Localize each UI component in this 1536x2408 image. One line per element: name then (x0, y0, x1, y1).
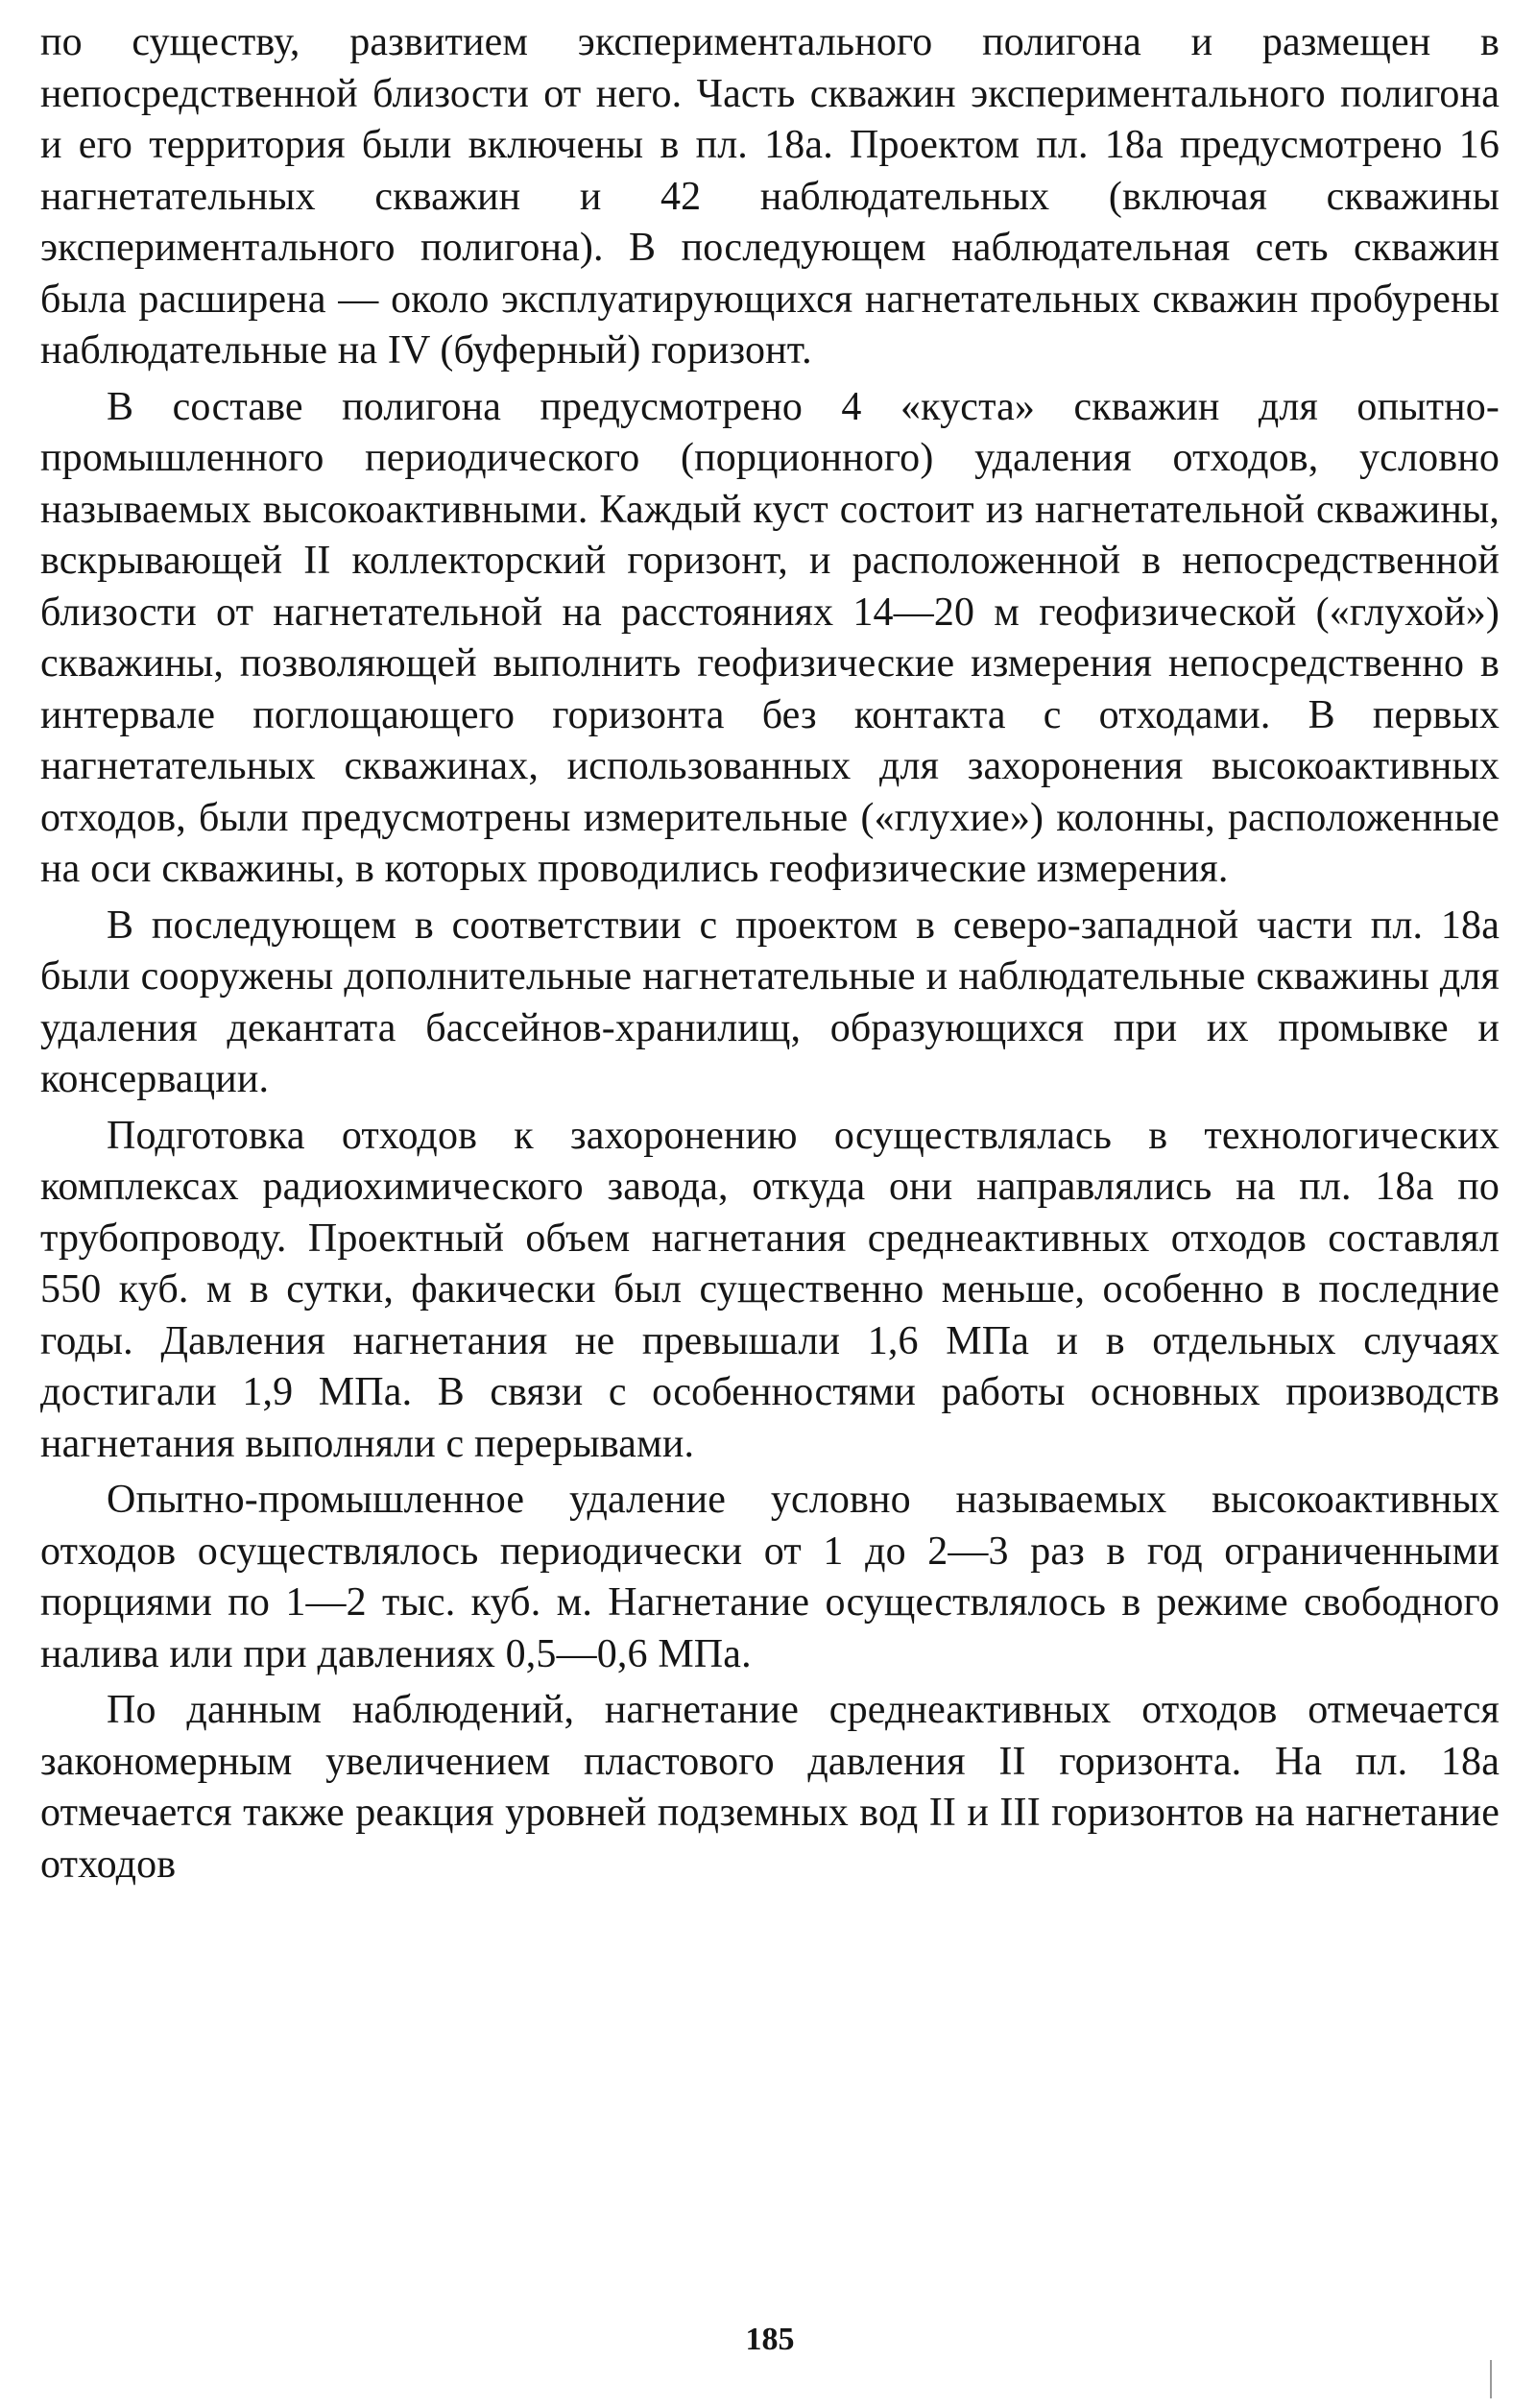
page-number: 185 (745, 2322, 795, 2357)
paragraph-observations: По данным наблюдений, нагнетание среднеактивных отходов отмечается закономерным увеличением пластового давления II горизонта. На пл. 18а отмечается также реакция уровней подземных вод II и III горизонтов на нагнетание отходов (40, 1688, 1500, 1887)
paragraph-continuation: по существу, развитием экспериментального полигона и размещен в непосредственной близости от него. Часть скважин экспериментального полигона и его территория были включены в пл. 18а. Проектом пл. 18а предусмотрено 16 нагнетательных скважин и 42 наблюдательных (включая скважины экспериментального полигона). В последующем наблюдательная сеть скважин была расширена — около эксплуатирующихся нагнетательных скважин пробурены наблюдательные на IV (буферный) горизонт. (40, 20, 1500, 373)
paragraph-high-activity-disposal: Опытно-промышленное удаление условно называемых высокоактивных отходов осуществлялось периодически от 1 до 2—3 раз в год ограниченными порциями по 1—2 тыс. куб. м. Нагнетание осуществлялось в режиме свободного налива или при давлениях 0,5—0,6 МПа. (40, 1478, 1500, 1676)
paragraph-waste-preparation: Подготовка отходов к захоронению осуществлялась в технологических комплексах радиохимического завода, откуда они направлялись на пл. 18а по трубопроводу. Проектный объем нагнетания среднеактивных отходов составлял 550 куб. м в сутки, факически был существенно меньше, особенно в последние годы. Давления нагнетания не превышали 1,6 МПа и в отдельных случаях достигали 1,9 МПа. В связи с особенностями работы основных производств нагнетания выполняли с перерывами. (40, 1113, 1500, 1466)
document-page (40, 17, 1500, 2389)
body-text (40, 17, 1500, 1890)
margin-mark (1490, 2360, 1492, 2398)
paragraph-well-clusters: В составе полигона предусмотрено 4 «куста» скважин для опытно-промышленного периодического (порционного) удаления отходов, условно называемых высокоактивными. Каждый куст состоит из нагнетательной скважины, вскрывающей II коллекторский горизонт, и расположенной в непосредственной близости от нагнетательной на расстояниях 14—20 м геофизической («глухой») скважины, позволяющей выполнить геофизические измерения непосредственно в интервале поглощающего горизонта без контакта с отходами. В первых нагнетательных скважинах, использованных для захоронения высокоактивных отходов, были предусмотрены измерительные («глухие») колонны, расположенные на оси скважины, в которых проводились геофизические измерения. (40, 384, 1500, 891)
paragraph-additional-wells: В последующем в соответствии с проектом в северо-западной части пл. 18а были сооружены дополнительные нагнетательные и наблюдательные скважины для удаления декантата бассейнов-хранилищ, образующихся при их промывке и консервации. (40, 903, 1500, 1101)
